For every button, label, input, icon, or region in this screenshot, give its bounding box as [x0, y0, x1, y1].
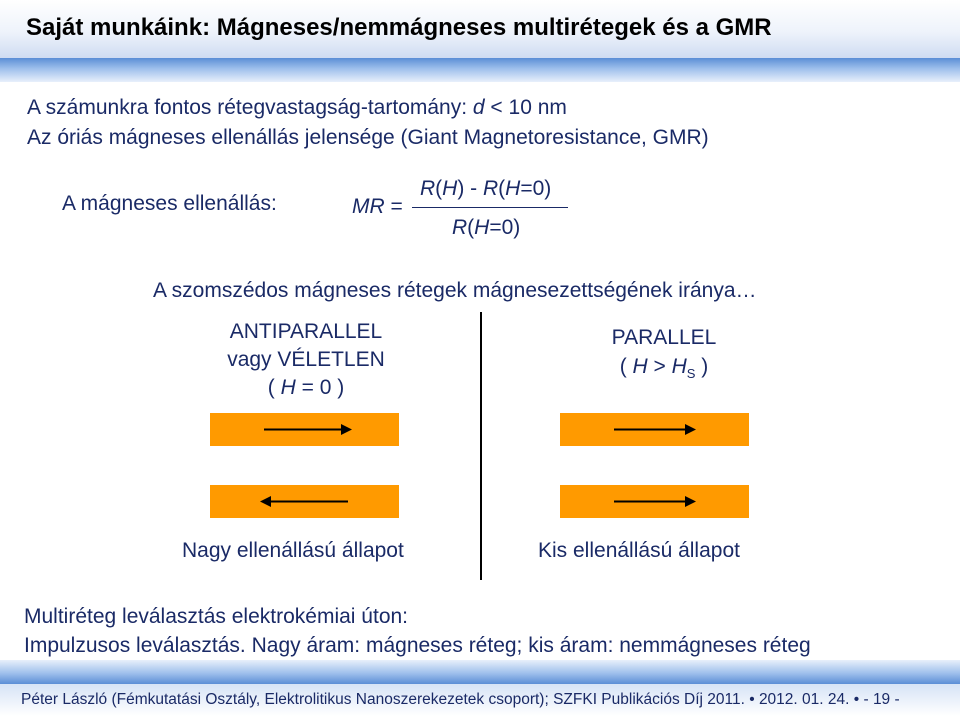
- formula-lhs: [352, 195, 403, 219]
- formula-lhs-eq: =: [384, 195, 403, 218]
- den-h: H: [474, 216, 490, 239]
- bottom-decor-stripe: [0, 660, 960, 684]
- neighbor-heading: A szomszédos mágneses rétegek mágnesezettségének iránya…: [153, 279, 757, 302]
- bottom-line-1: Multiréteg leválasztás elektrokémiai úton:: [24, 605, 409, 628]
- p2-sub: S: [686, 366, 696, 382]
- top-decor-stripe: [0, 58, 960, 82]
- formula-label: A mágneses ellenállás:: [62, 192, 277, 215]
- antiparallel-line-1: ANTIPARALLEL: [229, 320, 383, 343]
- bottom-line-2: Impulzusos leválasztás. Nagy áram: mágneses réteg; kis áram: nemmágneses réteg: [24, 634, 811, 657]
- vertical-divider: [480, 312, 482, 580]
- antiparallel-caption: Nagy ellenállású állapot: [182, 539, 404, 562]
- p2-mid: >: [647, 355, 672, 378]
- formula-numerator: [420, 177, 551, 201]
- p2-suffix: ): [695, 355, 709, 378]
- p2-var: H: [632, 355, 648, 378]
- layer-right-bottom: [560, 485, 749, 518]
- intro-line-1-prefix: A számunkra fontos rétegvastagság-tartomány:: [27, 96, 473, 119]
- arrow-right-icon: [210, 413, 399, 446]
- intro-line-1-var: d: [472, 96, 485, 119]
- ap3-suffix: = 0 ): [295, 376, 345, 399]
- parallel-caption: Kis ellenállású állapot: [538, 539, 740, 562]
- num-h2: H: [505, 177, 521, 200]
- num-p3: (: [498, 177, 506, 200]
- fraction-line: [412, 207, 568, 208]
- ap3-prefix: (: [267, 376, 281, 399]
- footer-bar: [0, 684, 960, 716]
- intro-line-2: Az óriás mágneses ellenállás jelensége (Giant Magnetoresistance, GMR): [27, 126, 709, 149]
- layer-left-bottom: [210, 485, 399, 518]
- layer-left-top: [210, 413, 399, 446]
- parallel-line-2: [548, 355, 780, 381]
- antiparallel-line-2: vagy VÉLETLEN: [227, 348, 385, 371]
- arrow-left-icon: [210, 485, 399, 518]
- layer-right-top: [560, 413, 749, 446]
- den-p2: =0): [489, 216, 521, 239]
- footer-text: Péter László (Fémkutatási Osztály, Elektrolitikus Nanoszerekezetek csoport); SZFKI Publikációs Díj 2011. • 2012. 01. 24. • - 19 -: [21, 691, 900, 708]
- den-r: R: [452, 216, 468, 239]
- intro-line-1-suffix: < 10 nm: [484, 96, 567, 119]
- p2-var2: H: [671, 355, 687, 378]
- p2-prefix: (: [619, 355, 633, 378]
- num-r1: R: [420, 177, 436, 200]
- den-p1: (: [467, 216, 475, 239]
- intro-line-1: [27, 96, 567, 120]
- ap3-var: H: [280, 376, 296, 399]
- arrow-right-icon: [560, 485, 749, 518]
- num-h1: H: [442, 177, 458, 200]
- num-p2: ) -: [457, 177, 483, 200]
- slide-title: Saját munkáink: Mágneses/nemmágneses multirétegek és a GMR: [26, 14, 772, 41]
- num-r2: R: [483, 177, 499, 200]
- num-p4: =0): [520, 177, 552, 200]
- title-bar: [0, 0, 960, 58]
- arrow-right-icon: [560, 413, 749, 446]
- antiparallel-line-3: [190, 376, 422, 400]
- num-p1: (: [435, 177, 443, 200]
- formula-lhs-var: MR: [352, 195, 385, 218]
- parallel-line-1: PARALLEL: [611, 326, 717, 349]
- formula-denominator: [452, 216, 520, 240]
